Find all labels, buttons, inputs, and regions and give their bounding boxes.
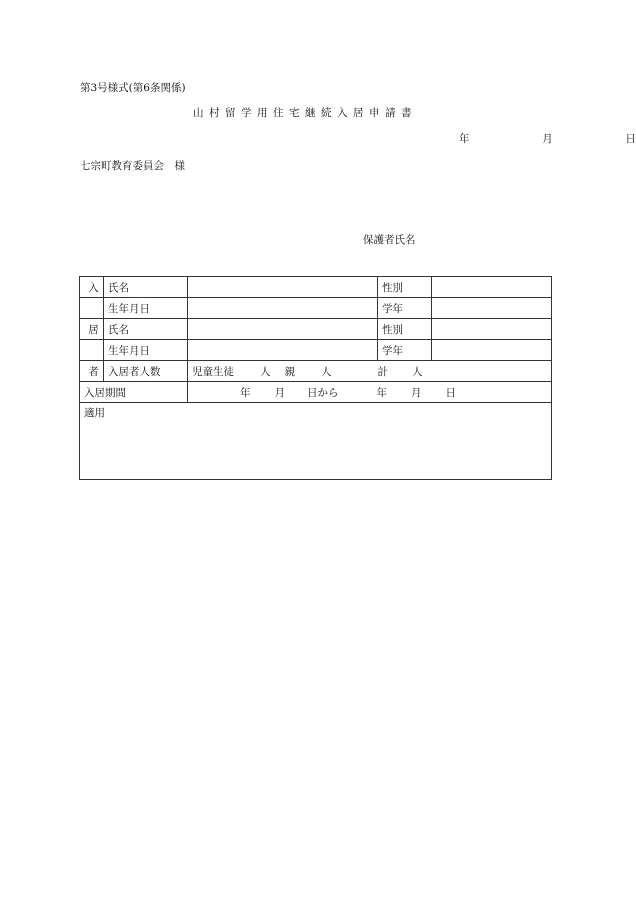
from-year-label: 年	[240, 386, 251, 399]
gender-label-cell: 性別	[378, 319, 432, 340]
to-month-label: 月	[411, 386, 422, 399]
birthdate-label-cell: 生年月日	[104, 340, 188, 361]
name-input-cell[interactable]	[188, 319, 378, 340]
date-month-label: 月	[542, 133, 553, 145]
students-unit: 人	[260, 365, 271, 378]
table-row	[80, 382, 552, 403]
table-row	[80, 277, 552, 298]
date-year-label: 年	[459, 133, 470, 145]
from-day-label: 日から	[307, 386, 339, 399]
document-title: 山村留学用住宅継続入居申請書	[193, 107, 417, 119]
grade-label-cell: 学年	[378, 340, 432, 361]
gender-input-cell[interactable]	[432, 319, 552, 340]
grade-label-cell: 学年	[378, 298, 432, 319]
gender-label-cell: 性別	[378, 277, 432, 298]
notes-label: 適用	[84, 407, 105, 419]
students-label: 児童生徒	[192, 365, 234, 378]
parents-unit: 人	[321, 365, 332, 378]
side-cell: 入	[80, 277, 104, 298]
birthdate-input-cell[interactable]	[188, 298, 378, 319]
side-cell: 居	[80, 319, 104, 340]
to-year-label: 年	[376, 386, 387, 399]
table-row	[80, 403, 552, 480]
table-row	[80, 298, 552, 319]
grade-input-cell[interactable]	[432, 340, 552, 361]
grade-input-cell[interactable]	[432, 298, 552, 319]
name-input-cell[interactable]	[188, 277, 378, 298]
side-cell	[80, 340, 104, 361]
side-cell: 者	[80, 361, 104, 382]
resident-count-cell[interactable]	[188, 361, 552, 382]
table-row	[80, 361, 552, 382]
resident-count-label-cell: 入居者人数	[104, 361, 188, 382]
parents-label: 親	[284, 365, 295, 378]
date-day-label: 日	[625, 133, 636, 145]
form-number: 第3号様式(第6条関係)	[80, 82, 186, 94]
birthdate-input-cell[interactable]	[188, 340, 378, 361]
date-line	[459, 131, 636, 146]
total-label: 計	[377, 365, 388, 378]
period-label-cell: 入居期間	[80, 382, 188, 403]
from-month-label: 月	[274, 386, 285, 399]
guardian-name-label: 保護者氏名	[363, 234, 416, 246]
total-unit: 人	[412, 365, 423, 378]
name-label-cell: 氏名	[104, 277, 188, 298]
birthdate-label-cell: 生年月日	[104, 298, 188, 319]
table-row	[80, 319, 552, 340]
addressee: 七宗町教育委員会 様	[80, 160, 185, 172]
period-cell[interactable]	[188, 382, 552, 403]
name-label-cell: 氏名	[104, 319, 188, 340]
gender-input-cell[interactable]	[432, 277, 552, 298]
notes-cell[interactable]	[80, 403, 552, 480]
table-row	[80, 340, 552, 361]
side-cell	[80, 298, 104, 319]
application-table	[79, 276, 552, 480]
to-day-label: 日	[445, 386, 456, 399]
